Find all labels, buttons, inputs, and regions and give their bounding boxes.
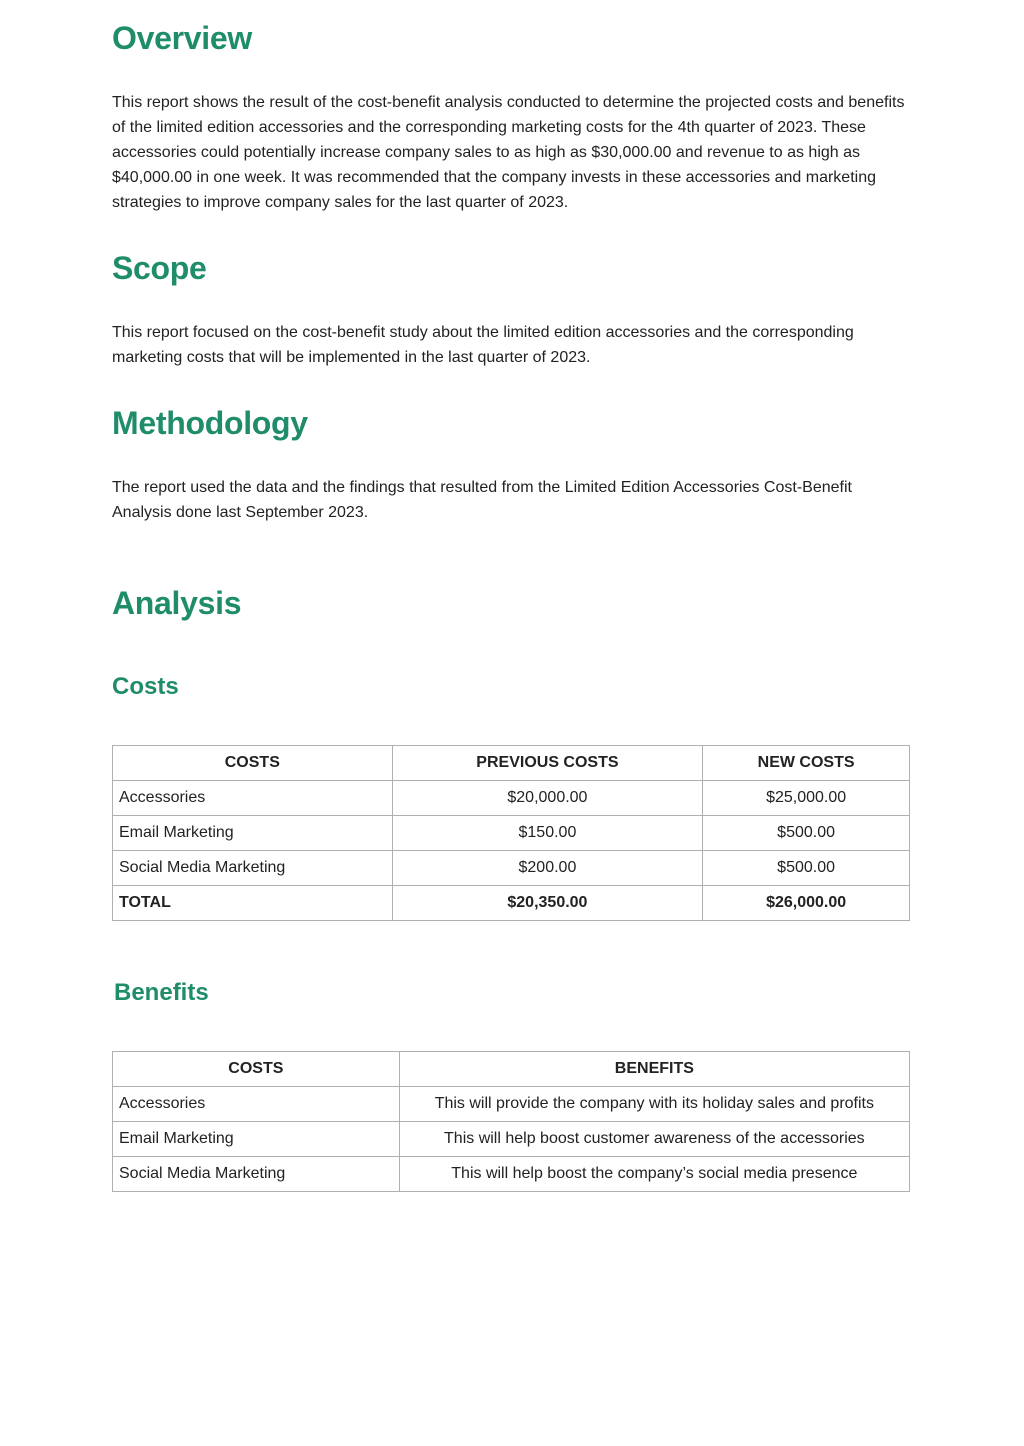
costs-heading: Costs <box>112 673 179 700</box>
previous-cost-cell: $150.00 <box>392 816 703 851</box>
methodology-heading: Methodology <box>112 405 308 441</box>
cost-item-cell: Social Media Marketing <box>113 1157 400 1192</box>
benefit-cell: This will help boost the company’s social media presence <box>399 1157 909 1192</box>
costs-table-header-row <box>113 746 910 781</box>
previous-costs-col-header: PREVIOUS COSTS <box>392 746 703 781</box>
cost-item-cell: Accessories <box>113 1087 400 1122</box>
table-row <box>113 1157 910 1192</box>
new-costs-col-header: NEW COSTS <box>703 746 910 781</box>
benefits-table-header-row <box>113 1052 910 1087</box>
table-row <box>113 1122 910 1157</box>
cost-item-cell: Accessories <box>113 781 393 816</box>
scope-text: This report focused on the cost-benefit study about the limited edition accessories and the corresponding marketing costs that will be implemented in the last quarter of 2023. <box>112 324 854 366</box>
table-row <box>113 781 910 816</box>
costs-col-header: COSTS <box>113 1052 400 1087</box>
table-row <box>113 816 910 851</box>
total-new-cost-cell: $26,000.00 <box>703 886 910 921</box>
methodology-text: The report used the data and the findings that resulted from the Limited Edition Accessories Cost-Benefit Analysis done last September 2023. <box>112 479 852 521</box>
cost-item-cell: Email Marketing <box>113 1122 400 1157</box>
new-cost-cell: $500.00 <box>703 816 910 851</box>
costs-table <box>112 745 910 921</box>
scope-heading: Scope <box>112 250 207 286</box>
analysis-heading: Analysis <box>112 585 242 621</box>
table-row <box>113 1087 910 1122</box>
benefits-heading: Benefits <box>114 979 209 1006</box>
benefits-table <box>112 1051 910 1192</box>
new-cost-cell: $25,000.00 <box>703 781 910 816</box>
cost-item-cell: Social Media Marketing <box>113 851 393 886</box>
table-row <box>113 851 910 886</box>
total-label-cell: TOTAL <box>113 886 393 921</box>
benefits-col-header: BENEFITS <box>399 1052 909 1087</box>
overview-text: This report shows the result of the cost-benefit analysis conducted to determine the projected costs and benefits of the limited edition accessories and the corresponding marketing costs for the 4th quarter of 2023. These accessories could potentially increase company sales to as high as $30,000.00 and revenue to as high as $40,000.00 in one week. It was recommended that the company invests in these accessories and marketing strategies to improve company sales for the last quarter of 2023. <box>112 94 905 211</box>
previous-cost-cell: $20,000.00 <box>392 781 703 816</box>
costs-col-header: COSTS <box>113 746 393 781</box>
benefit-cell: This will provide the company with its holiday sales and profits <box>399 1087 909 1122</box>
new-cost-cell: $500.00 <box>703 851 910 886</box>
total-previous-cost-cell: $20,350.00 <box>392 886 703 921</box>
overview-heading: Overview <box>112 20 252 56</box>
cost-item-cell: Email Marketing <box>113 816 393 851</box>
previous-cost-cell: $200.00 <box>392 851 703 886</box>
total-row <box>113 886 910 921</box>
benefit-cell: This will help boost customer awareness of the accessories <box>399 1122 909 1157</box>
